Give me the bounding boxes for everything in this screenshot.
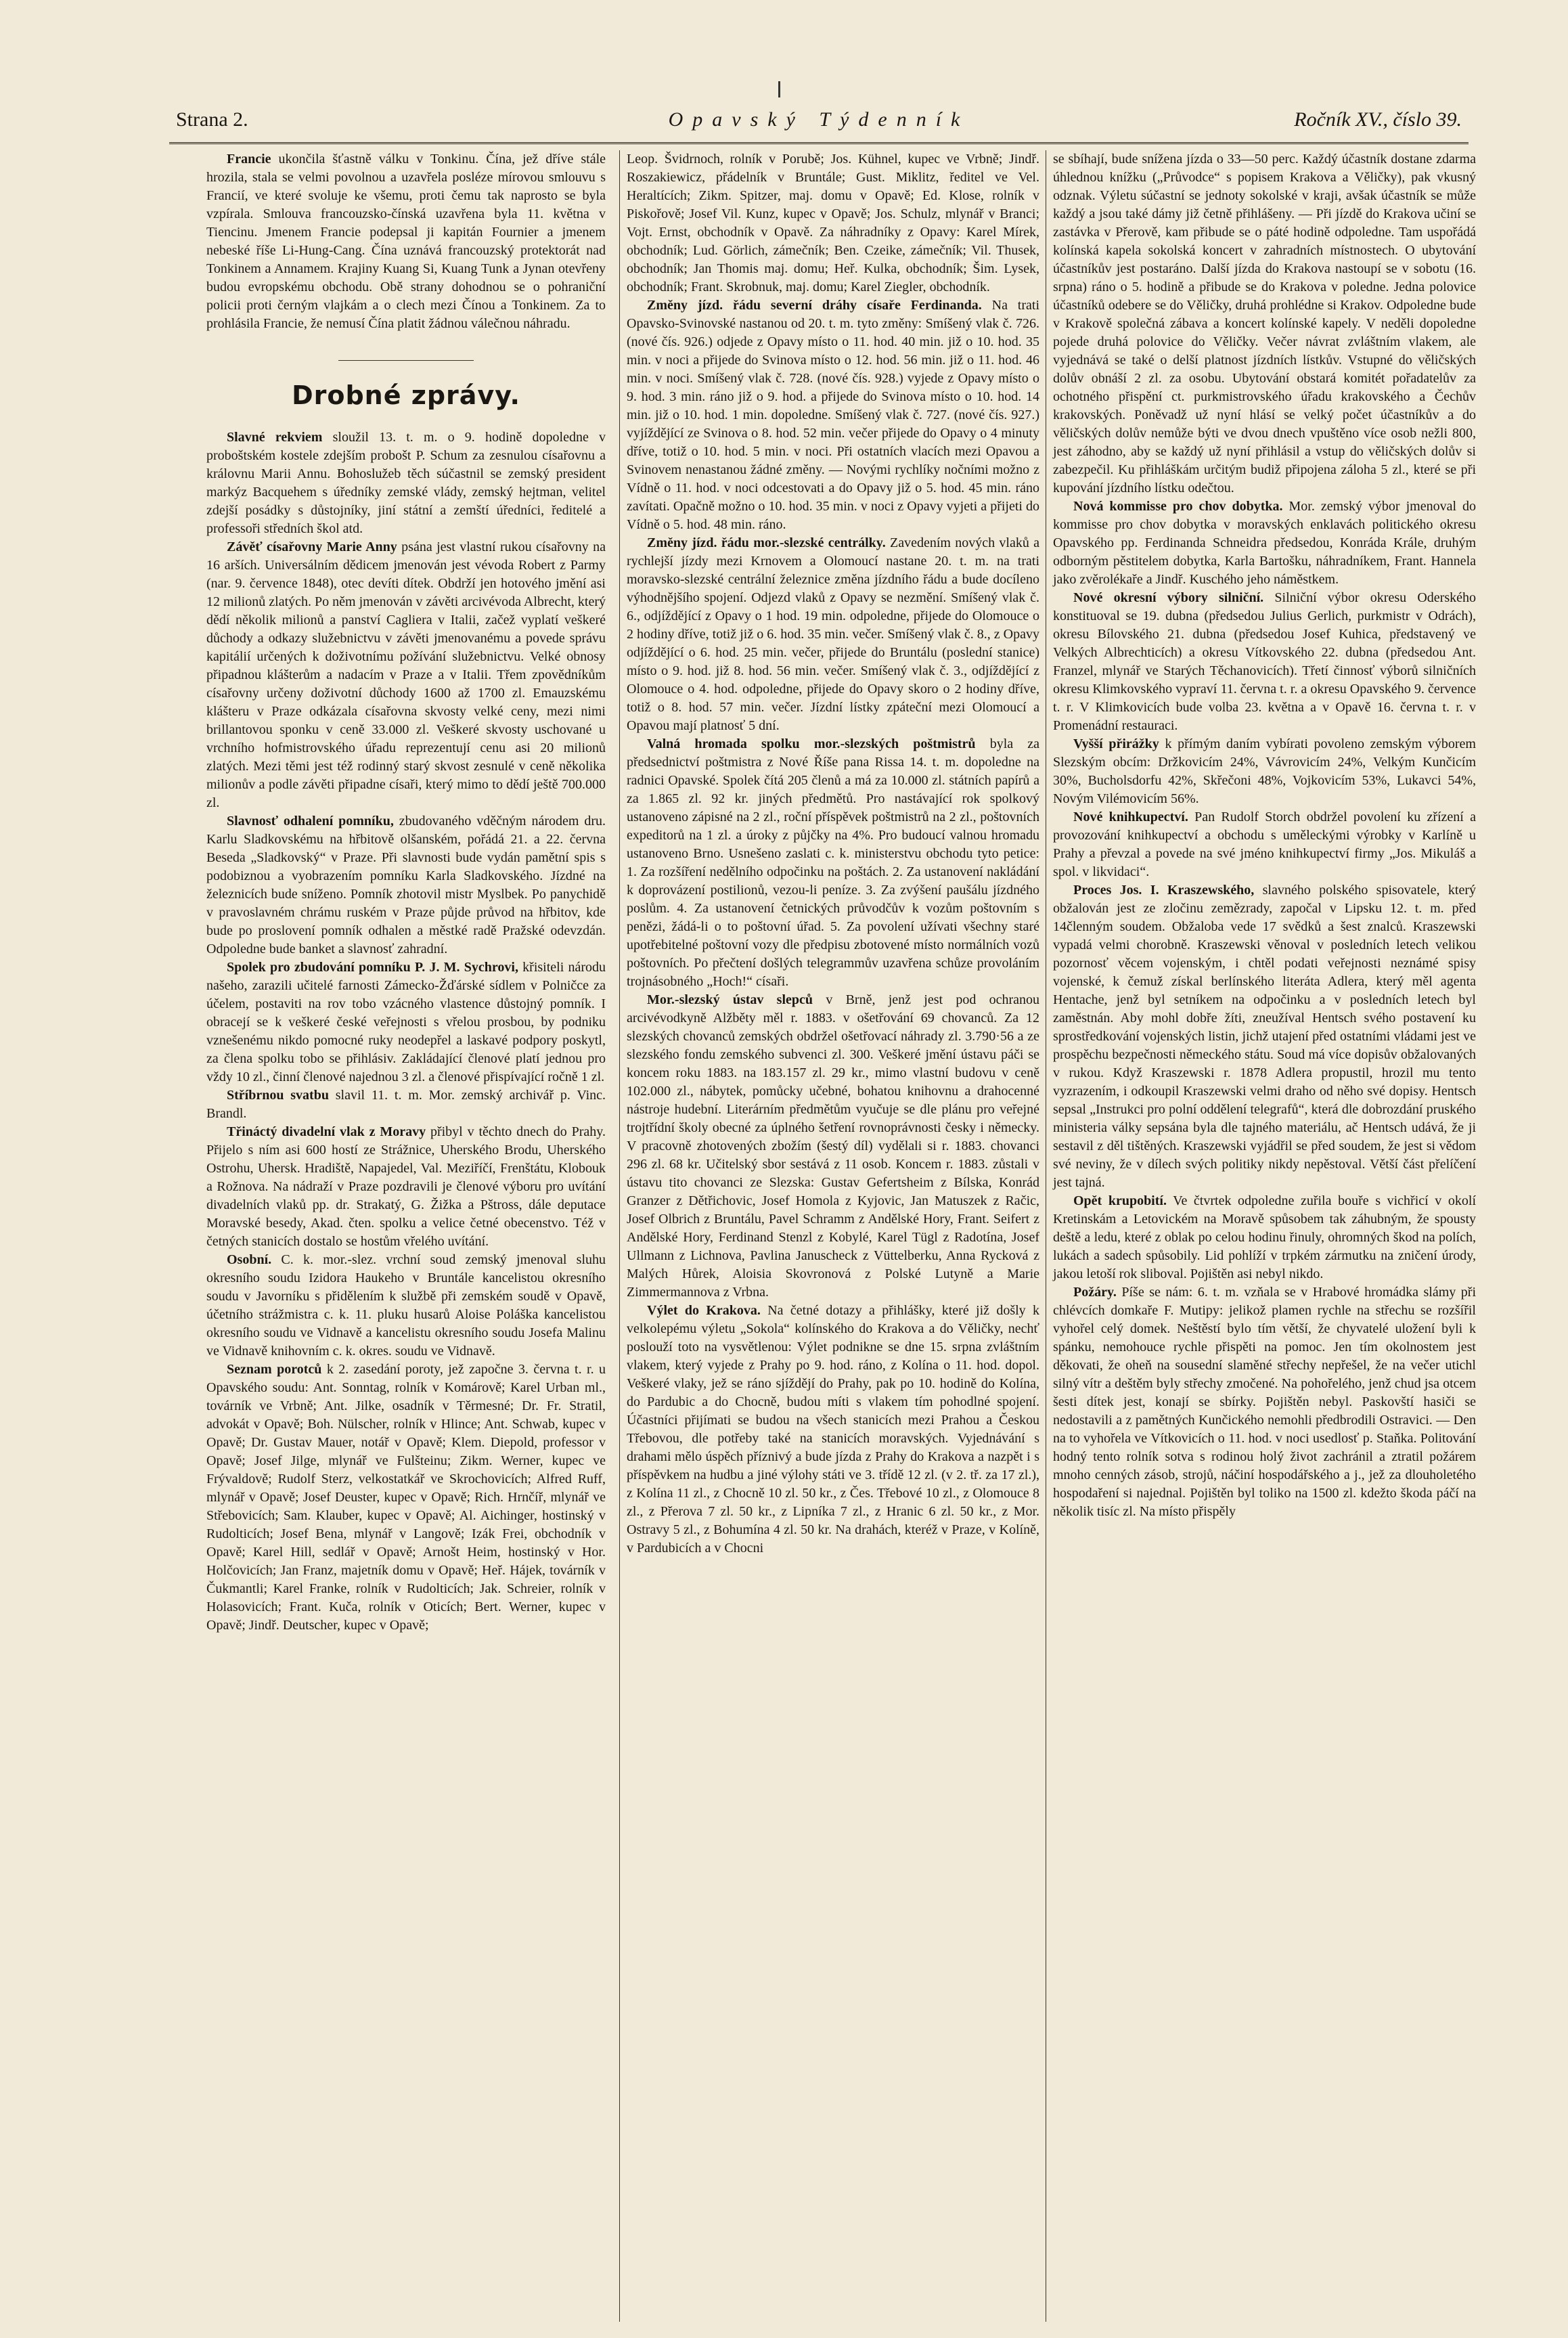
article-text: Zavedením nových vlaků a rychlejší jízdy mezi Krnovem a Olomoucí nastane 20. t. m. na trati moravsko-slezské centrální železnice změna jízdního řádu a bude docíleno výhodnějšího spojení. Odjezd vlaků z Opavy se nezmění. Smíšený vlak č. 6., odjíždějící z Opavy o 1 hod. 19 min. odpoledne, přijede do Olomouce o 2 hodiny dříve, totiž již o 6. hod. 35 min. večer. Smíšený vlak č. 8., z Opavy odjíždějící o 6. hod. 25 min. večer, přijede do Bruntálu (poslední stanice) místo o 9. hod. již 8. hod. 56 min. večer. Smíšený vlak č. 3., odjíždějící z Olomouce o 4. hod. odpoledne, přijede do Opavy skoro o 2 hodiny dříve, totiž o 8. hod. 57 min. večer. Jízdní lístky zpáteční mezi Olomoucí a Opavou mají platnosť 5 dní. [627,535,1039,733]
column-2-articles [627,150,1039,1558]
article-text: Na trati Opavsko-Svinovské nastanou od 20. t. m. tyto změny: Smíšený vlak č. 726. (nové čís. 926.) odjede z Opavy místo o 11. hod. 40 min. již o 10. hod. 35 min. v noci a přijede do Svinova místo o 12. hod. 56 min. již o 11. hod. 46 min. v noci. Smíšený vlak č. 728. (nové čís. 928.) vyjede z Opavy místo o 9. hod. 3 min. ráno již o 9. hod. a přijede do Svinova místo o 10. hod. 14 min. již o 10. hod. 1 min. dopoledne. Smíšený vlak č. 727. (nové čís. 927.) vyjíždějící ze Svinova o 8. hod. 52 min. večer přijede do Opavy o 4 minuty dříve, totiž o 10. hod. 5 min. v noci. Při ostatních vlacích mezi Opavou a Svinovem nenastanou žádné změny. — Novými rychlíky nočními možno z Vídně o 11. hod. v noci odcestovati a do Opavy již o 5. hod. 45 min. ráno zavítati. Opačně možno o 10. hod. 35 min. v noci z Opavy vyjeti a přijeti do Vídně o 5. hod. 48 min. ráno. [627,298,1039,532]
article-paragraph [206,1123,606,1251]
article-text: k přímým daním vybírati povoleno zemským výborem Slezským obcím: Držkovicím 24%, Vávrovicím 24%, Velkým Kunčicím 30%, Bucholsdorfu 42%, Skřečoni 48%, Vojkovicím 53%, Lukavci 54%, Novým Vilémovicím 56%. [1053,736,1476,806]
article-text: slavného polského spisovatele, který obžalován jest ze zločinu zemězrady, započal v Lipsku 12. t. m. před 14členným soudem. Obžaloba vede 17 svědků a šest znalců. Kraszewski vypadá velmi chorobně. Kraszewski věnoval v posledních letech velikou pozornosť věcem vojenským, i chtěl podati veřejnosti neznámé spisy vojenské, k čemuž získal berlínského literáta Adlera, který měl agenta Hentache, jenž byl setníkem na odpočinku a v posledních letech byl zaměstnán. Aby mohl dobře žíti, zneužíval Hentsch svého postavení ku sprostředkování vojenských listin, jichž utajení před ostatními vládami jest ve prospěchu bezpečnosti německého státu. Soud má více dopisův obžalovaných v rukou. Když Kraszewski r. 1878 Adlera propustil, hrozil mu tento vyzrazením, i odkoupil Kraszewski velmi draho od něho své dopisy. Hentsch sepsal „Instrukci pro polní oddělení telegrafů“, která dle dobrozdání pruského ministeria války sepsána byla dle tajného materiálu, ač Hentsch udává, že ji sestavil z děl tištěných. Kraszewski vyjádřil se před soudem, že jest si vědom své neviny, že v dílech svých politiky nikdy nepěstoval. Větší část přelíčení jest tajná. [1053,883,1476,1190]
article-text: Silniční výbor okresu Oderského konstituoval se 19. dubna (předsedou Julius Gerlich, purkmistr v Odrách), okresu Bílovského 21. dubna (předsedou Josef Kuhica, představený ve Velkých Albrechticích) a okresu Vítkovského 22. dubna (předsedou Ant. Franzel, mlynář ve Starých Těchanovicích). Třetí činnosť výborů silničních okresu Klimkovského vypraví 11. června t. r. a okresu Opavského 9. července t. r. V Klimkovicích bude volba 23. května a v Opavě 16. června t. r. v Promenádní restauraci. [1053,590,1476,733]
article-heading: Stříbrnou svatbu [227,1088,329,1103]
article-paragraph [627,296,1039,534]
article-heading: Francie [227,152,271,167]
column-1 [206,150,606,2322]
page-number: Strana 2. [176,108,248,131]
article-heading: Seznam porotců [227,1362,322,1377]
article-text: zbudovaného vděčným národem dru. Karlu Sladkovskému na hřbitově olšanském, pořádá 21. a 22. června Beseda „Sladkovský“ v Praze. Při slavnosti bude vydán pamětní spis s podobiznou a vyobrazením pomníku Karla Sladkovského. Jízdné na železnicích bude sníženo. Pomník zhotovil mistr Myslbek. Po panychidě v pravoslavném chrámu ruském v Praze půjde průvod na hřbitov, kde bude po proslovení pomník odhalen a městké radě Pražské odevzdán. Odpoledne bude banket a slavnosť zahradní. [206,814,606,956]
article-paragraph [206,1251,606,1361]
article-text: sloužil 13. t. m. o 9. hodině dopoledne v proboštském kostele zdejším probošt P. Schum za zesnulou císařovnu a královnu Marii Annu. Bohoslužeb těch súčastnil se zemský president markýz Bacquehem s úředníky zemské vlády, zemský hejtman, velitel zdejší posádky s důstojníky, jiní státní a zemští úředníci, ředitelé a professoři středních škol atd. [206,430,606,536]
article-paragraph [1053,1283,1476,1521]
article-paragraph [627,150,1039,296]
article-text: Pan Rudolf Storch obdržel povolení ku zřízení a provozování knihkupectví a obchodu s uměleckými výrobky v Karlíně u Prahy a převzal a povede na své jméno knihkupectví firmy „Jos. Mikuláš a spol. v likvidaci“. [1053,810,1476,879]
column-3-articles [1053,150,1476,1521]
article-text: slavil 11. t. m. Mor. zemský archivář p. Vinc. Brandl. [206,1088,606,1121]
article-paragraph [1053,881,1476,1192]
article-heading: Změny jízd. řádu mor.-slezské centrálky. [647,535,886,550]
article-heading: Změny jízd. řádu severní dráhy císaře Ferdinanda. [647,298,982,313]
article-paragraph [1053,150,1476,498]
article-paragraph [1053,735,1476,808]
article-heading: Spolek pro zbudování pomníku P. J. M. Sychrovi, [227,960,518,975]
article-text: C. k. mor.-slez. vrchní soud zemský jmenoval sluhu okresního soudu Izidora Haukeho v Bruntále kancelistou okresního soudu v Javorníku s přidělením k službě při zemském soudě v Opavě, účetního strážmistra c. k. 11. pluku husarů Aloise Poláška kancelistou okresního soudu ve Vidnavě a kancelistu okresního soudu Josefa Malinu ve Vidnavě knihovním c. k. okres. soudu ve Vidnavě. [206,1252,606,1359]
margin-mark [778,81,780,97]
article-heading: Opět krupobití. [1073,1193,1167,1208]
newspaper-title: Opavský Týdenník [668,108,970,131]
article-text: v Brně, jenž jest pod ochranou arcivévodkyně Alžběty měl r. 1883. v ošetřování 69 chovanců. Za 12 slezských chovanců zemských obdržel ošetřovací náhrady zl. 3.790·56 a ze slezského fondu zemského subvenci zl. 300. Veškeré jmění ústavu páči se koncem roku 1883. na 183.157 zl. 29 kr., mimo vlastní budovu v ceně 102.000 zl., nábytek, pomůcky učebné, bohatou knihovnu a drahocenné nástroje hudební. Literárním předmětům vyučuje se dle plánu pro veřejné trojtřídní školy obecné za úplného šetření rovnoprávnosti česky i německy. V pracovně zhotovených zbožím (šestý díl) vydělali si r. 1883. chovanci 296 zl. 68 kr. Učitelský sbor sestává z 11 osob. Koncem r. 1883. zůstali v ústavu tito chovanci ze Slezska: Gustav Gefertsheim z Bílska, Konrád Granzer z Dětřichovic, Josef Homola z Kyjovic, Jan Matuszek z Račic, Josef Olbrich z Bruntálu, Pavel Schramm z Andělské Hory, Frant. Seifert z Andělské Hory, Ferdinand Stenzl z Kobylé, Karel Tügl z Radotína, Josef Ullmann z Lichnova, Pavlina Januscheck z Vüttelberku, Anna Rycková z Malých Hůrek, Aloisia Skovronová z Polské Lutyně a Marie Zimmermannova z Vrbna. [627,992,1039,1300]
article-text: byla za předsednictví poštmistra z Nové Říše pana Rissa 14. t. m. dopoledne na radnici Opavské. Spolek čítá 205 členů a má za 10.000 zl. státních papírů a za 1.865 zl. 92 kr. jiných předmětů. Pro nastávající rok spolkový ustanoveno zápisné na 2 zl., roční příspěvek poštmistrů na 2 zl., poštovních expeditorů na 1 zl. a úroky z půjčky na 4%. Pro budoucí valnou hromadu ustanoveno Brno. Usnešeno zaslati c. k. ministerstvu obchodu tyto petice: 1. Za rozšíření nedělního odpočinku na poštách. 2. Za ustanovení nakládání k doprovázení postilionů, vezou-li peníze. 3. Za zvýšení paušálu jízdného poslům. 4. Za ustanovení četnických průvodčův k vozům poštovním s penězi, žádá-li o to poštovní úřad. 5. Za povolení užívati všechny staré upotřebitelné poštovní vozy dle předpisu zbotovené místo normálních vozů poštovních. Po přečtení došlých telegrammův uzavřena schůze provoláním trojnásobného „Hoch!“ císaři. [627,736,1039,989]
article-text: Ve čtvrtek odpoledne zuřila bouře s vichřicí v okolí Kretinskám a Letovickém na Moravě spůsobem tak záhubným, že spousty deště a ledu, které z oblak po celou hodinu řinuly, ohromných škod na polích, lukách a sadech spůsobily. Lid pohlíží v trpkém zármutku na zničení úrody, jakou letoší rok sliboval. Pojištěn asi nebyl nikdo. [1053,1193,1476,1281]
article-paragraph [206,812,606,958]
section-title: Drobné zprávy. [292,380,520,410]
column-1-articles [206,428,606,1635]
article-text: se sbíhají, bude snížena jízda o 33—50 perc. Každý účastník dostane zdarma úhlednou knížku („Průvodce“ s popisem Krakova a Věličky), pak vkusný odznak. Výletu súčastní se jednoty sokolské v kraji, avšak účastník se může každý a jsou také dámy již četně přihlášeny. — Při jízdě do Krakova učiní se zastávka v Přerově, kam přibude se o páté hodině odpoledne. Tam uspořádá kolínská kapela sokolská koncert v zahradních místnostech. O ubytování účastníkův jest postaráno. Další jízda do Krakova nastoupí se v sobotu (16. srpna) ráno o 5. hodině a přibude se do Krakova v poledne. Jedna polovice účastníků odebere se do Věličky, druhá prohlédne si Krakov. Odpoledne bude v Krakově společná zábava a koncert kolínské kapely. V neděli dopoledne pojede druhá polovice do Věličky. Večer návrat zvláštním vlakem, ale vyjednává se také o delší platnost jízdních lístkův. Vstupné do věličských dolův obnáší 2 zl. za osobu. Ubytování obstará komitét pořadatelův za ochotného přispění ct. purkmistrovského úřadu krakovského a Čechův krakovských. Poněvadž už nyní hlásí se velký počet účastníkův a do věličských dolův nemůže býti ve dvou dnech vpuštěno více osob nežli 800, jest záhodno, aby se každý už nyní přihlásil a vstup do věličských dolův si zabezpečil. Ku přihláškám určitým budiž připojena záloha 5 zl., které se při kupování jízdního lístku odečtou. [1053,152,1476,495]
article-heading: Osobní. [227,1252,272,1267]
article-text: psána jest vlastní rukou císařovny na 16 arších. Universálním dědicem jmenován jest vévoda Robert z Parmy (nar. 9. července 1848), otec devíti dítek. Obdrží jen hotového jmění asi 12 milionů zlatých. Po něm jmenován v závěti arcivévoda Albrecht, který dědí několik milionů a panství Cagliera v Italii, začež vyplatí veškeré důchody a odkazy služebnictvu v závěti jmenovanému a povede správu kapitálií určených k doživotnímu požívání služebnictvu. Velké obnosy připadnou klášterům a nadacím v Praze a v Italii. Třem zpovědníkům císařovny určeny doživotní důchody 1600 až 1700 zl. Emauzskému klášteru v Praze odkázala císařovna skvosty velké ceny, mezi nimi brillantovou sponku v ceně 33.000 zl. Veškeré skvosty uschované u vrchního hofmistrovského úřadu reprezentují cenu asi 20 milionů zlatých. Mezi těmi jest též rodinný starý skvost zesnulé v ceně několika milionův a podle závěti připadne císaři, který mimo to dědí ještě 700.000 zl. [206,539,606,810]
article-heading: Valná hromada spolku mor.-slezských poštmistrů [647,736,976,751]
article-france [206,150,606,333]
article-heading: Závěť císařovny Marie Anny [227,539,397,554]
article-paragraph [206,1361,606,1635]
article-paragraph [627,1302,1039,1558]
article-text: přibyl v těchto dnech do Prahy. Přijelo s ním asi 600 hostí ze Strážnice, Uherského Brodu, Uherského Ostrohu, Uhersk. Hradiště, Napajedel, Val. Meziříčí, Frenštátu, Klobouk a Rožnova. Na nádraží v Praze pozdravili je členové výboru pro uvítání divadelních vlaků pp. dr. Strakatý, G. Žižka a Pštross, dále deputace Moravské besedy, Akad. čten. spolku a velice četné obecenstvo. Též v četných stanicích dostalo se hostům vřelého uvítání. [206,1124,606,1249]
article-heading: Požáry. [1073,1285,1117,1300]
article-text: křisiteli národu našeho, zarazili učitelé farnosti Zámecko-Žďárské sídlem v Polničce za účelem, postaviti na rov tobo vzácného vlastence důstojný pomník. I obracejí se k veškeré české veřejnosti s vřelou prosbou, by podniku vznešenému nikdo pomocné ruky neodepřel a laskavé podpory poskytl, za člena spolku tobo se přihlásiv. Zakládající členové platí jednou pro vždy 10 zl., činní členové najednou 3 zl. a členové přispívající ročně 1 zl. [206,960,606,1084]
article-heading: Nové okresní výbory silniční. [1073,590,1264,605]
article-paragraph [1053,589,1476,735]
article-text: k 2. zasedání poroty, jež započne 3. června t. r. u Opavského soudu: Ant. Sonntag, rolník v Komárově; Karel Urban ml., továrník ve Vrbně; Ant. Jilke, osadník v Těrmesné; Dr. Fr. Stratil, advokát v Opavě; Boh. Nülscher, rolník v Hlince; Ant. Schwab, kupec v Opavě; Dr. Gustav Mauer, notář v Opavě; Klem. Diepold, professor v Opavě; Josef Jilge, mlynář ve Fulšteinu; Zikm. Werner, kupec ve Frývaldově; Rudolf Sterz, velkostatkář ve Skrochovicích; Alfred Ruff, mlynář v Opavě; Josef Deuster, kupec v Opavě; Rich. Hrnčíř, mlynář ve Střebovicích; Sam. Klauber, kupec v Opavě; Al. Aichinger, hostinský v Rudolticích; Josef Bena, mlynář v Langově; Izák Frei, obchodník v Opavě; Karel Hill, sedlář v Opavě; Arnošt Heim, hostinský v Hor. Holčovicích; Jan Franz, majetník domu v Opavě; Heř. Hájek, továrník v Čukmantli; Karel Franke, rolník v Rudolticích; Jak. Schreier, rolník v Holasovicích; Frant. Kuča, rolník v Oticích; Bert. Werner, kupec v Opavě; Jindř. Deutscher, kupec v Opavě; [206,1362,606,1633]
article-paragraph [1053,498,1476,589]
section-divider [338,360,474,361]
article-heading: Nová kommisse pro chov dobytka. [1073,499,1283,514]
column-2 [619,150,1039,2322]
article-paragraph [627,735,1039,991]
article-text: Leop. Švidrnoch, rolník v Porubě; Jos. Kühnel, kupec ve Vrbně; Jindř. Roszakiewicz, přádelník v Bruntále; Gust. Miklitz, ředitel ve Vel. Heraltících; Zikm. Spitzer, maj. domu v Opavě; Ed. Klose, rolník v Piskořově; Josef Vil. Kunz, kupec v Opavě; Jos. Schulz, mlynář v Branci; Vojt. Ernst, obchodník v Opavě. Za náhradníky z Opavy: Karel Mírek, obchodník; Lud. Görlich, zámečník; Ben. Czeike, zámečník; Vil. Thusek, obchodník; Jan Thomis maj. domu; Heř. Kulka, obchodník; Šim. Lysek, obchodník; Frant. Skrobnuk, maj. domu; Karel Ziegler, obchodník. [627,152,1039,294]
article-text: Mor. zemský výbor jmenoval do kommisse pro chov dobytka v moravských enklavách politického okresu Opavského pp. Ferdinanda Schneidra předsedou, Konráda Krále, druhým odborným pěstitelem dobytka, Karla Bartošku, náhradníkem, Frant. Hannela jako zvěrolékaře a Jindř. Kuschého jeho náměstkem. [1053,499,1476,587]
article-paragraph [627,534,1039,735]
article-paragraph [1053,808,1476,881]
article-paragraph [206,428,606,538]
article-text: Píše se nám: 6. t. m. vzňala se v Hrabové hromádka slámy při chlévcích domkaře F. Mutipy: jelikož plamen rychle na střechu se rozšířil vyhořel celý domek. Neštěstí bylo tím větší, že chyvatelé uložení byli k spánku, nemohouce rychle přispěti na pomoc. Jen tím okolnostem jest děkovati, že oheň na sousední slaměné střechy nepřešel, že na večer utichl silný vítr a deštěm byly střechy zmočené. Na pohořelého, jenž chud jsa otcem šesti dítek jest, konají se sbírky. Pojištěn nebyl. Paskovští hasiči se nedostavili a z pamětných Kunčického nemohli předbrodili Ostravici. — Den na to vyhořela ve Vítkovicích o 11. hod. v noci usedlosť p. Staňka. Politování hodný tento rolník sotva s rodinou holý život zachránil a ztratil požárem mnoho cenných zásob, strojů, náčiní hospodářského a j., jež za dlouholetého hospodaření si najednal. Pojištěn byl toliko na 1500 zl. kdežto škoda páčí na několik tisíc zl. Na místo přispěly [1053,1285,1476,1519]
article-heading: Slavné rekviem [227,430,323,445]
article-heading: Třináctý divadelní vlak z Moravy [227,1124,426,1139]
article-text: Na četné dotazy a přihlášky, které již došly k velkolepému výletu „Sokola“ kolínského do Krakova a do Věličky, nechť poslouží toto na vysvětlenou: Výlet podnikne se dne 15. srpna zvláštním vlakem, který vyjede z Prahy po 9. hod. ráno, z Kolína o 11. hod. dopol. Veškeré vlaky, jež se ráno sjíždějí do Prahy, pak po 10. hodině do Kolína, do Pardubic a do Chocně, budou míti s vlakem tím pohodlné spojení. Účastníci přijímati se budou na všech stanicích mezi Prahou a Českou Třebovou, dle potřeby také na stanicích moravských. Vyjednávání s drahami mělo úspěch příznivý a bude jízda z Prahy do Krakova a nazpět i s příspěvkem na hudbu a jiné výlohy státi ve 3. třídě 12 zl. (v 2. tř. za 17 zl.), z Kolína 11 zl., z Chocně 10 zl. 50 kr., z Čes. Třebové 10 zl., z Olomouce 8 zl., z Přerova 7 zl. 50 kr., z Lipníka 7 zl., z Hranic 6 zl. 50 kr., z Mor. Ostravy 5 zl., z Bohumína 4 zl. 50 kr. Na drahách, kteréž v Praze, v Kolíně, v Pardubicích a v Chocni [627,1303,1039,1556]
issue-number: Ročník XV., číslo 39. [1294,108,1462,131]
article-heading: Nové knihkupectví. [1073,810,1188,824]
article-heading: Mor.-slezský ústav slepců [647,992,813,1007]
article-paragraph [206,1086,606,1123]
article-paragraph [627,991,1039,1302]
article-heading: Slavnosť odhalení pomníku, [227,814,394,829]
page-header [169,102,1469,144]
article-heading: Proces Jos. I. Kraszewského, [1073,883,1255,898]
article-paragraph [206,538,606,812]
article-paragraph [206,958,606,1086]
column-3 [1046,150,1476,2322]
article-heading: Výlet do Krakova. [647,1303,761,1318]
article-paragraph [1053,1192,1476,1283]
article-heading: Vyšší přirážky [1073,736,1159,751]
article-paragraph [206,150,606,333]
article-text: ukončila šťastně válku v Tonkinu. Čína, jež dříve stále hrozila, stala se velmi povolnou a uzavřela posléze mírovou smlouvu s Francií, ve které svoluje ke všemu, proti čemu tak naprosto se byla vzpírala. Smlouva francouzsko-čínská uzavřena byla 11. května v Tiencinu. Jmenem Francie podepsal ji kapitán Fournier a jmenem nebeské říše Li-Hung-Cang. Čína uznává francouzský protektorát nad Tonkinem a Annamem. Krajiny Kuang Si, Kuang Tunk a Jynan otevřeny budou evropskému obchodu. Obě strany dohodnou se o pohraniční policii proti černým vlajkám a o clech mezi Čínou a Tonkinem. Za to prohlásila Francie, že nemusí Čína platit žádnou válečnou náhradu. [206,152,606,331]
